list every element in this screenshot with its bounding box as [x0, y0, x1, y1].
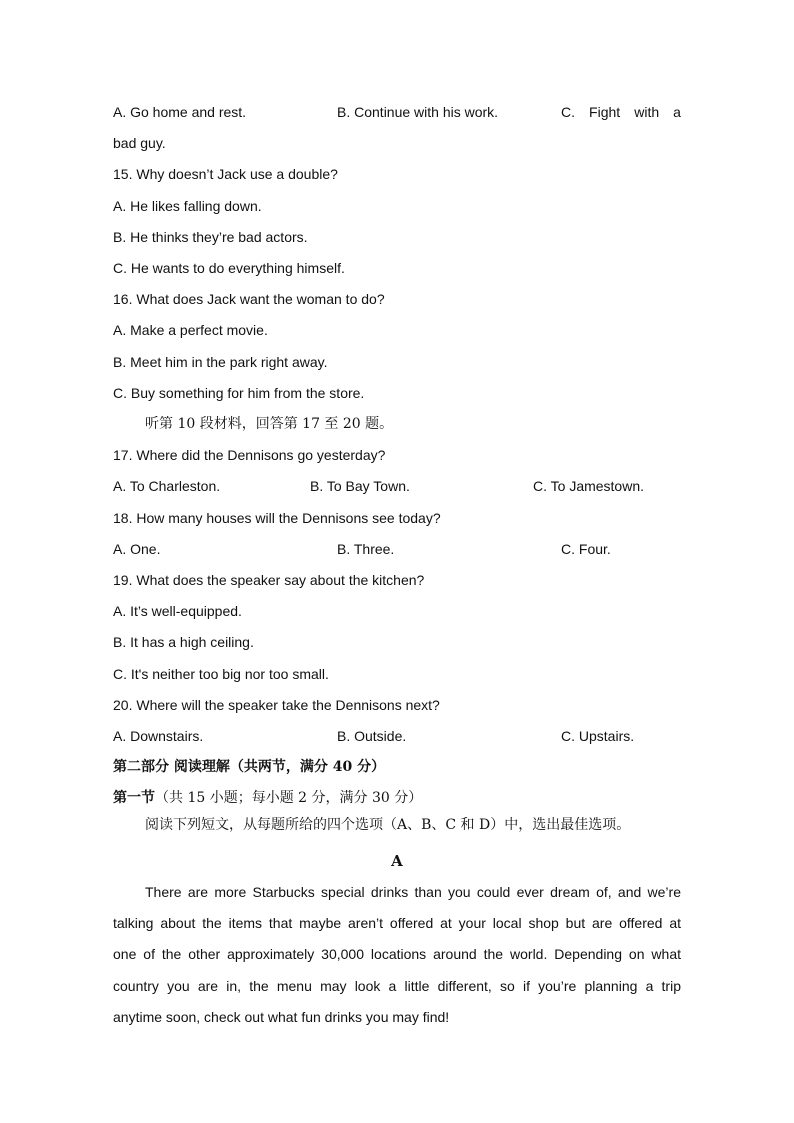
part2-heading: 第二部分 阅读理解（共两节，满分 40 分） [113, 759, 386, 775]
passage-line: talking about the items that maybe aren’t offered at your local shop but are offered at [113, 915, 681, 931]
q16-option-c: C. Buy something for him from the store. [113, 385, 365, 401]
q18-option-a: A. One. [113, 541, 161, 557]
q14-option-c-part: C. [561, 104, 575, 120]
q20-question: 20. Where will the speaker take the Dennisons next? [113, 697, 440, 713]
reading-instruction: 阅读下列短文，从每题所给的四个选项（A、B、C 和 D）中，选出最佳选项。 [145, 817, 631, 833]
passage-line: one of the other approximately 30,000 locations around the world. Depending on what [113, 946, 681, 962]
q18-option-c: C. Four. [561, 541, 611, 557]
q16-option-b: B. Meet him in the park right away. [113, 354, 328, 370]
q20-option-a: A. Downstairs. [113, 728, 204, 744]
section1-heading [113, 788, 422, 808]
q18-option-b: B. Three. [337, 541, 395, 557]
q14-option-b: B. Continue with his work. [337, 104, 499, 120]
q19-option-c: C. It's neither too big nor too small. [113, 666, 329, 682]
q17-question: 17. Where did the Dennisons go yesterday? [113, 447, 386, 463]
q20-option-c: C. Upstairs. [561, 728, 635, 744]
passage-line: There are more Starbucks special drinks than you could ever dream of, and we’re [145, 884, 681, 900]
q16-option-a: A. Make a perfect movie. [113, 322, 268, 338]
q14-option-c-continued: bad guy. [113, 135, 166, 151]
section1-label: 第一节 [113, 790, 155, 806]
q15-option-c: C. He wants to do everything himself. [113, 260, 345, 276]
q19-question: 19. What does the speaker say about the kitchen? [113, 572, 425, 588]
q14-option-c-part: with [634, 104, 660, 120]
section1-detail: （共 15 小题；每小题 2 分，满分 30 分） [155, 790, 423, 806]
q17-option-c: C. To Jamestown. [533, 478, 645, 494]
q16-question: 16. What does Jack want the woman to do? [113, 291, 385, 307]
q17-option-b: B. To Bay Town. [310, 478, 410, 494]
q14-option-c-part: Fight [589, 104, 621, 120]
passage-line: country you are in, the menu may look a little different, so if you’re planning a trip [113, 978, 681, 994]
passage-label: A [391, 852, 403, 870]
q14-option-c [561, 102, 681, 122]
q19-option-b: B. It has a high ceiling. [113, 634, 254, 650]
section10-instruction: 听第 10 段材料，回答第 17 至 20 题。 [145, 416, 394, 432]
q15-option-a: A. He likes falling down. [113, 198, 262, 214]
q17-option-a: A. To Charleston. [113, 478, 221, 494]
q18-question: 18. How many houses will the Dennisons see today? [113, 510, 441, 526]
q15-question: 15. Why doesn’t Jack use a double? [113, 166, 338, 182]
q20-option-b: B. Outside. [337, 728, 407, 744]
q15-option-b: B. He thinks they’re bad actors. [113, 229, 308, 245]
q14-option-a: A. Go home and rest. [113, 104, 247, 120]
passage-line: anytime soon, check out what fun drinks you may find! [113, 1009, 450, 1025]
q14-option-c-part: a [673, 104, 681, 120]
q19-option-a: A. It’s well-equipped. [113, 603, 242, 619]
